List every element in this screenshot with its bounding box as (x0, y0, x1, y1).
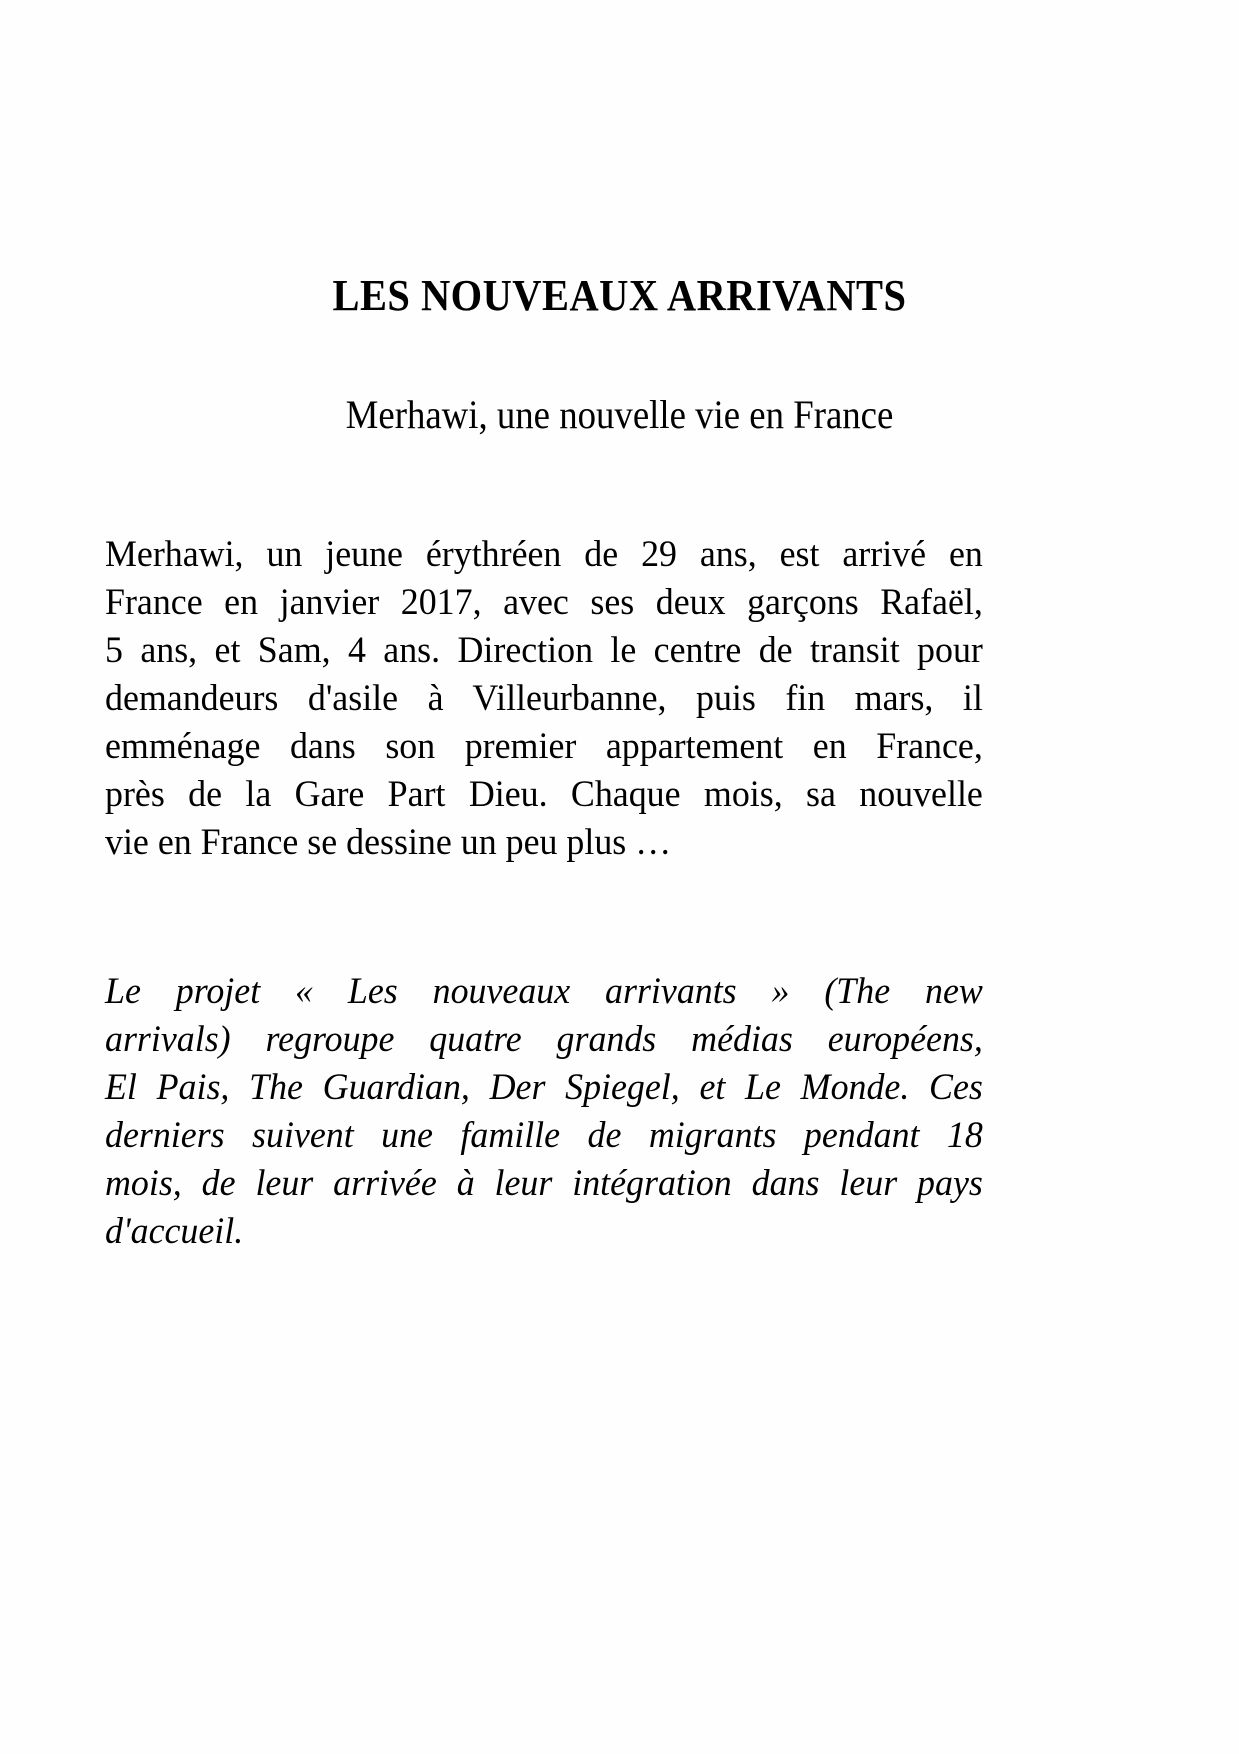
text-line: El Pais, The Guardian, Der Spiegel, et Le Monde. Ces (105, 1067, 983, 1108)
page-subtitle: Merhawi, une nouvelle vie en France (345, 392, 894, 438)
text-line: mois, de leur arrivée à leur intégration dans leur pays (105, 1163, 983, 1204)
paragraph-project-note (105, 968, 1010, 1256)
text-line: vie en France se dessine un peu plus … (105, 822, 672, 863)
text-line: France en janvier 2017, avec ses deux garçons Rafaël, (105, 582, 983, 623)
text-line: Merhawi, un jeune érythréen de 29 ans, est arrivé en (105, 534, 983, 575)
paragraph-text (105, 968, 1010, 1256)
text-line: Le projet « Les nouveaux arrivants » (The new (105, 971, 983, 1012)
text-line: 5 ans, et Sam, 4 ans. Direction le centre de transit pour (105, 630, 983, 671)
text-line: emménage dans son premier appartement en France, (105, 726, 983, 767)
paragraph-intro (105, 531, 1010, 867)
text-line: demandeurs d'asile à Villeurbanne, puis fin mars, il (105, 678, 983, 719)
paragraph-text (105, 531, 1010, 867)
text-line: arrivals) regroupe quatre grands médias européens, (105, 1019, 983, 1060)
text-line: près de la Gare Part Dieu. Chaque mois, sa nouvelle (105, 774, 983, 815)
text-line: d'accueil. (105, 1211, 244, 1252)
page-title: LES NOUVEAUX ARRIVANTS (332, 271, 907, 321)
text-line: derniers suivent une famille de migrants pendant 18 (105, 1115, 983, 1156)
